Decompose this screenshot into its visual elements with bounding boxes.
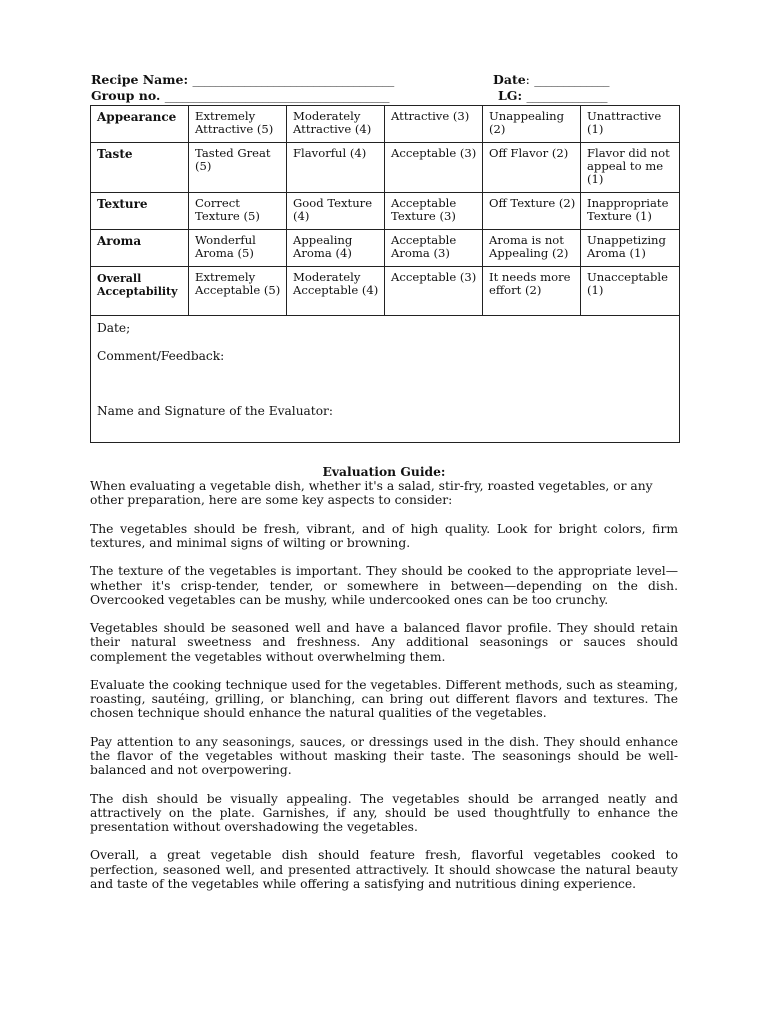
table-row bbox=[91, 106, 680, 143]
rating-cell: Acceptable (3) bbox=[385, 267, 483, 316]
group-row bbox=[91, 88, 389, 103]
guide-paragraph: Overall, a great vegetable dish should feature fresh, flavorful vegetables cooked to perfection, seasoned well, and presented attractively. It should showcase the natural beauty and taste of the vegetables while offering a satisfying and nutritious dining experience. bbox=[90, 848, 678, 891]
recipe-name-label: Recipe Name: bbox=[91, 72, 189, 87]
guide-paragraph: The dish should be visually appealing. The vegetables should be arranged neatly and attractively on the plate. Garnishes, if any, should be used thoughtfully to enhance the presentation without overshadowing the vegetables. bbox=[90, 791, 678, 834]
rating-cell: Unappealing (2) bbox=[483, 106, 581, 143]
table-row bbox=[91, 267, 680, 316]
rating-cell: Wonderful Aroma (5) bbox=[189, 230, 287, 267]
criterion-cell: Taste bbox=[91, 143, 189, 193]
rating-cell: Moderately Attractive (4) bbox=[287, 106, 385, 143]
group-line: _______________________________________ bbox=[164, 88, 389, 103]
rating-cell: Inappropriate Texture (1) bbox=[581, 193, 680, 230]
rating-cell: Tasted Great (5) bbox=[189, 143, 287, 193]
notes-date-label: Date; bbox=[97, 321, 131, 335]
lg-row bbox=[498, 88, 607, 103]
rating-cell: Off Texture (2) bbox=[483, 193, 581, 230]
rating-cell: Appealing Aroma (4) bbox=[287, 230, 385, 267]
table-row bbox=[91, 143, 680, 193]
table-row bbox=[91, 193, 680, 230]
rating-cell: Unattractive (1) bbox=[581, 106, 680, 143]
rating-cell: Extremely Acceptable (5) bbox=[189, 267, 287, 316]
guide-paragraph: The vegetables should be fresh, vibrant, and of high quality. Look for bright colors, firm textures, and minimal signs of wilting or browning. bbox=[90, 521, 678, 550]
date-line: _____________ bbox=[534, 72, 609, 87]
criterion-cell: Appearance bbox=[91, 106, 189, 143]
guide-paragraph: Pay attention to any seasonings, sauces, or dressings used in the dish. They should enhance the flavor of the vegetables without masking their taste. The seasonings should be well-balanced and not overpowering. bbox=[90, 734, 678, 778]
rating-cell: Aroma is not Appealing (2) bbox=[483, 230, 581, 267]
rating-cell: Off Flavor (2) bbox=[483, 143, 581, 193]
rating-cell: Unappetizing Aroma (1) bbox=[581, 230, 680, 267]
rating-cell: It needs more effort (2) bbox=[483, 267, 581, 316]
rating-cell: Unacceptable (1) bbox=[581, 267, 680, 316]
notes-cell bbox=[91, 316, 680, 443]
date-colon: : bbox=[525, 72, 530, 87]
guide-paragraph: The texture of the vegetables is important. They should be cooked to the appropriate level—whether it's crisp-tender, tender, or somewhere in between—depending on the dish. Overcooked vegetables can be mushy, while undercooked ones can be too crunchy. bbox=[90, 564, 678, 607]
evaluation-guide bbox=[90, 465, 678, 905]
notes-comment-label: Comment/Feedback: bbox=[97, 349, 225, 363]
group-label: Group no. bbox=[91, 88, 161, 103]
guide-paragraph: Evaluate the cooking technique used for the vegetables. Different methods, such as steaming, roasting, sautéing, grilling, or blanching, can bring out different flavors and textures. The chosen technique should enhance the natural qualities of the vegetables. bbox=[90, 677, 678, 721]
rating-cell: Acceptable Aroma (3) bbox=[385, 230, 483, 267]
rating-cell: Attractive (3) bbox=[385, 106, 483, 143]
rating-cell: Good Texture (4) bbox=[287, 193, 385, 230]
rating-cell: Moderately Acceptable (4) bbox=[287, 267, 385, 316]
rating-cell: Acceptable (3) bbox=[385, 143, 483, 193]
date-row bbox=[493, 72, 609, 87]
criterion-cell: Aroma bbox=[91, 230, 189, 267]
rating-cell: Acceptable Texture (3) bbox=[385, 193, 483, 230]
guide-title: Evaluation Guide: bbox=[322, 464, 446, 479]
lg-line: ______________ bbox=[526, 88, 607, 103]
lg-label: LG: bbox=[498, 88, 523, 103]
recipe-name-row bbox=[91, 72, 394, 87]
table-row bbox=[91, 230, 680, 267]
evaluation-rubric-table bbox=[90, 105, 680, 443]
rating-cell: Flavorful (4) bbox=[287, 143, 385, 193]
criterion-cell: Texture bbox=[91, 193, 189, 230]
notes-signature-label: Name and Signature of the Evaluator: bbox=[97, 404, 333, 418]
notes-row bbox=[91, 316, 680, 443]
criterion-cell: Overall Acceptability bbox=[91, 267, 189, 316]
date-label: Date bbox=[493, 72, 526, 87]
rating-cell: Correct Texture (5) bbox=[189, 193, 287, 230]
guide-paragraph: Vegetables should be seasoned well and have a balanced flavor profile. They should retain their natural sweetness and freshness. Any additional seasonings or sauces should complement the vegetables without overwhelming them. bbox=[90, 621, 678, 664]
guide-intro: When evaluating a vegetable dish, whether it's a salad, stir-fry, roasted vegetables, or any other preparation, here are some key aspects to consider: bbox=[90, 479, 653, 508]
rating-cell: Flavor did not appeal to me (1) bbox=[581, 143, 680, 193]
recipe-name-line: ___________________________________ bbox=[192, 72, 394, 87]
rating-cell: Extremely Attractive (5) bbox=[189, 106, 287, 143]
